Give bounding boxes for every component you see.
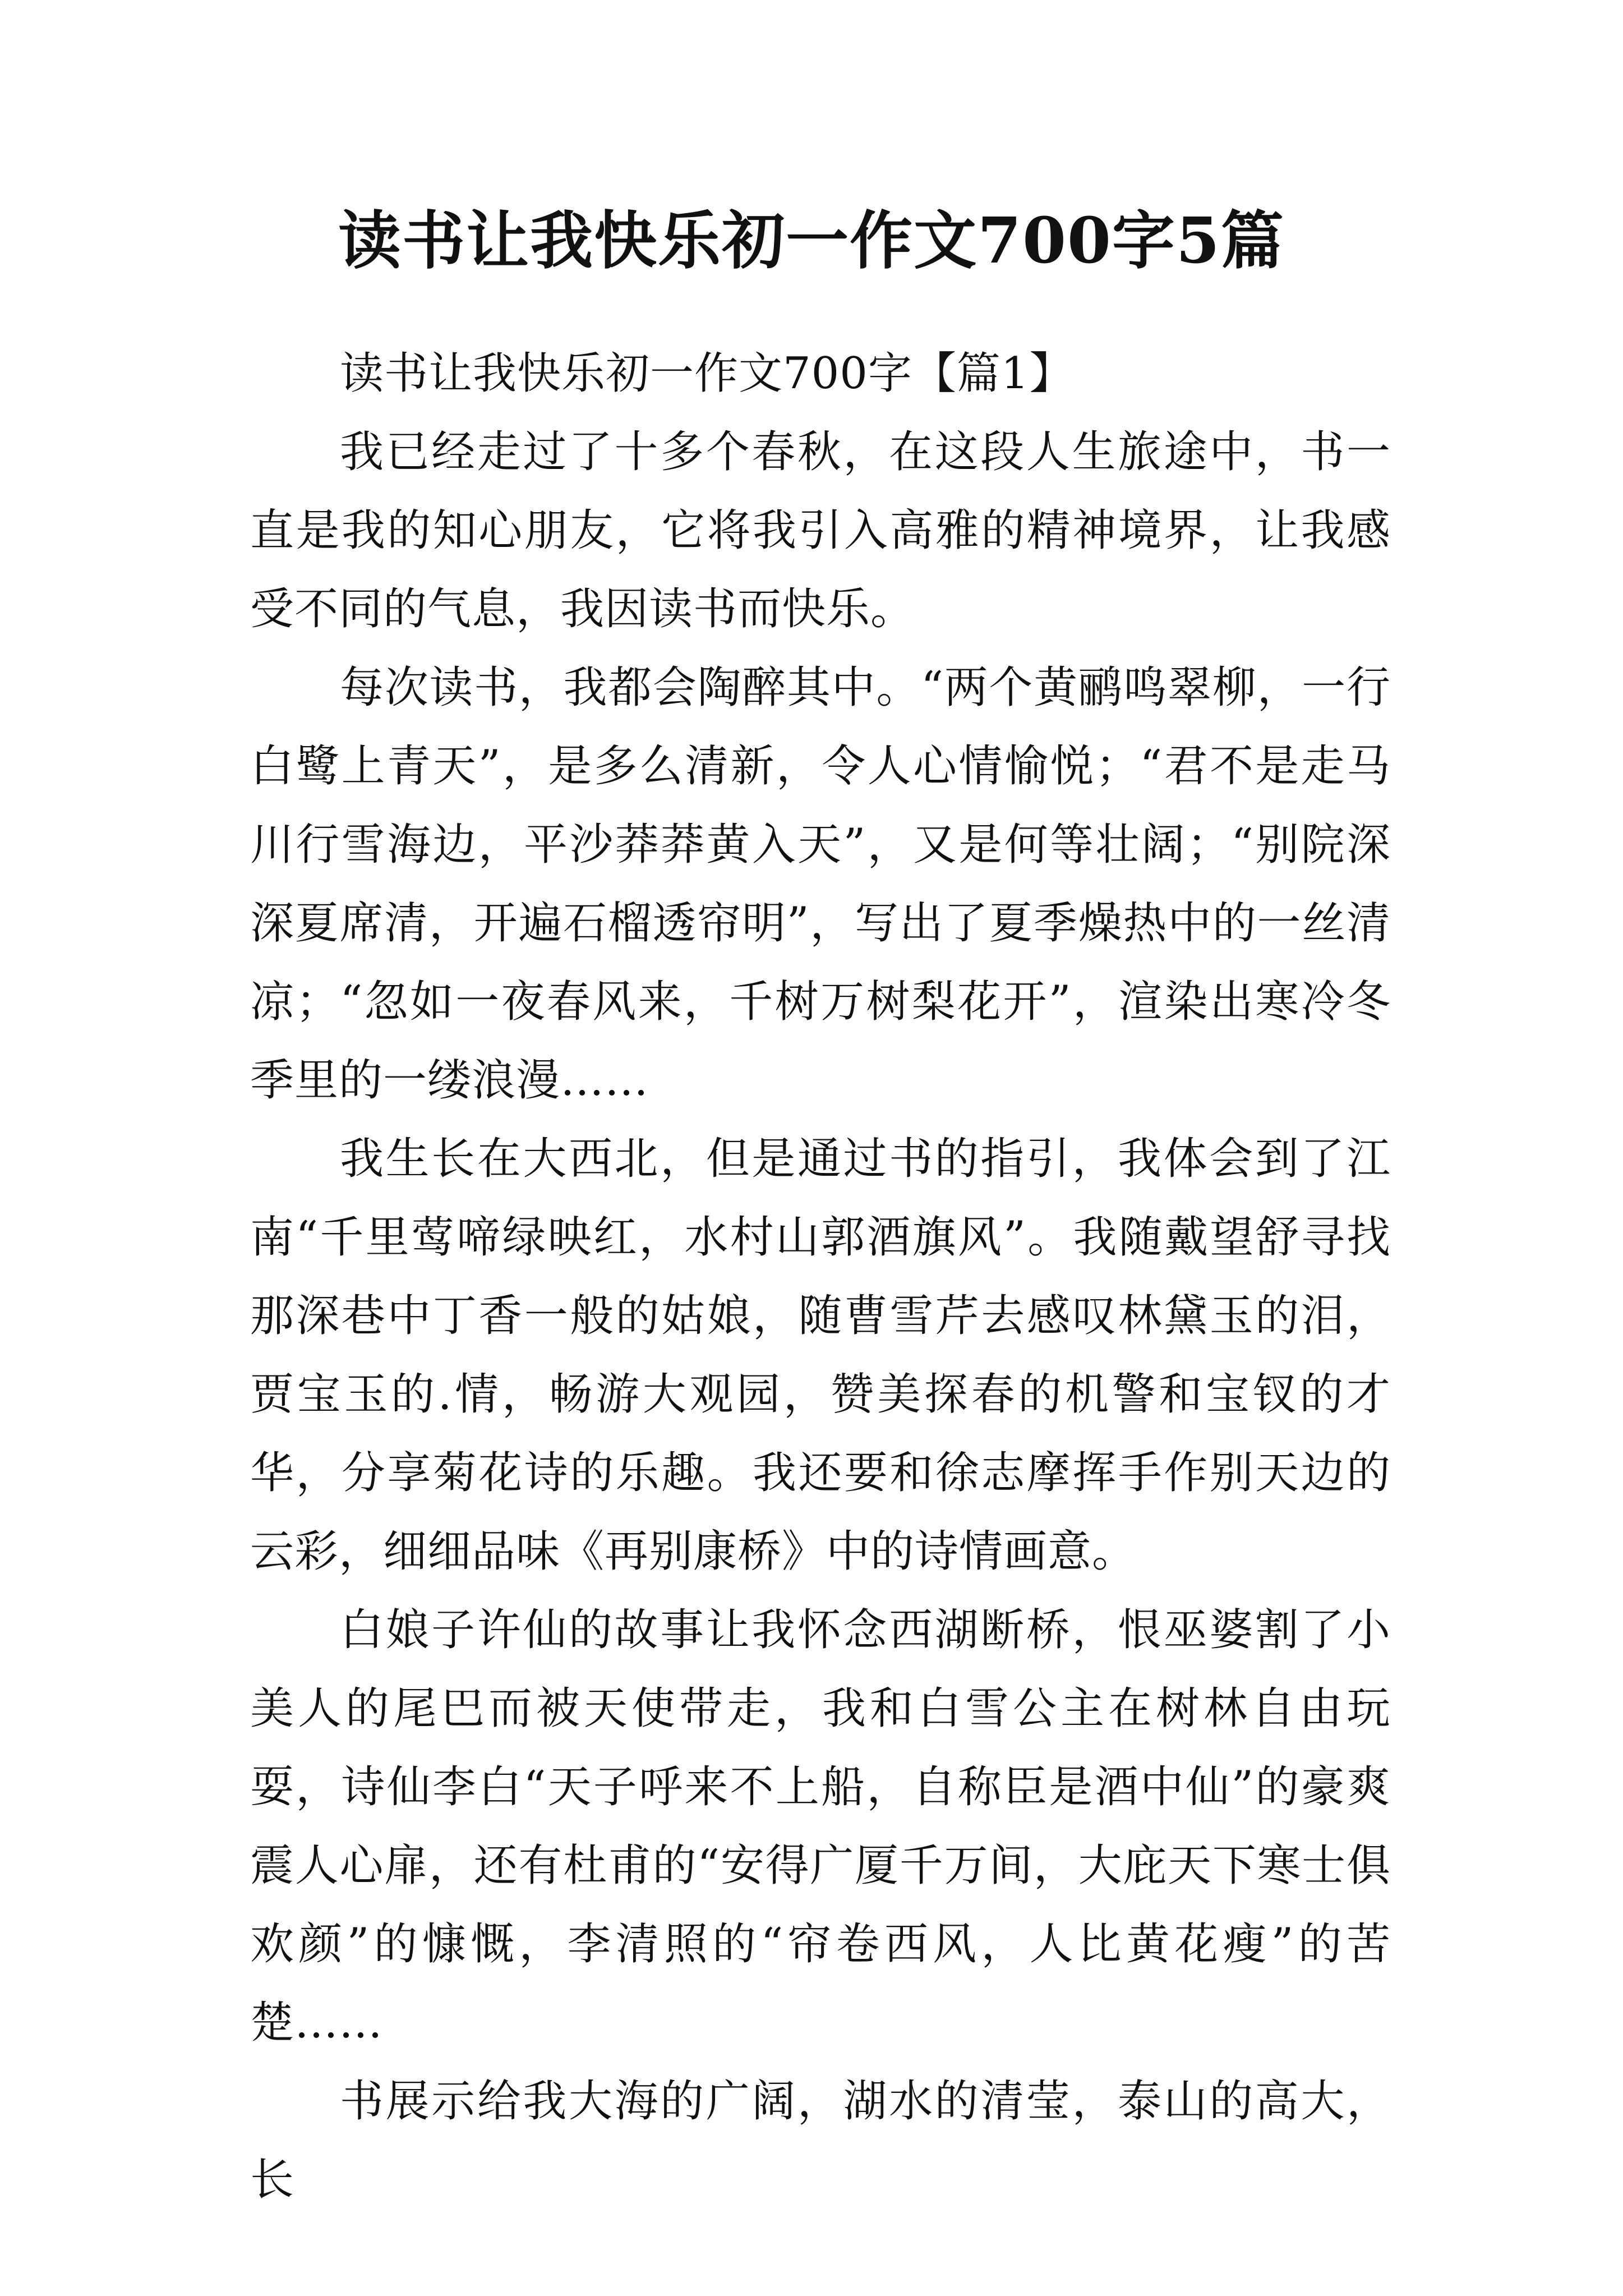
section-heading: 读书让我快乐初一作文700字【篇1】 [340, 348, 1074, 399]
document-body [250, 334, 1391, 2219]
paragraph-2: 每次读书，我都会陶醉其中。“两个黄鹂鸣翠柳，一行白鹭上青天”，是多么清新，令人心情愉悦；“君不是走马川行雪海边，平沙莽莽黄入天”，又是何等壮阔；“别院深深夏席清，开遍石榴透帘明”，写出了夏季燥热中的一丝清凉；“忽如一夜春风来，千树万树梨花开”，渲染出寒冷冬季里的一缕浪漫…… [250, 662, 1391, 1106]
paragraph-1: 我已经走过了十多个春秋，在这段人生旅途中，书一直是我的知心朋友，它将我引入高雅的精神境界，让我感受不同的气息，我因读书而快乐。 [250, 427, 1391, 634]
paragraph-4: 白娘子许仙的故事让我怀念西湖断桥，恨巫婆割了小美人的尾巴而被天使带走，我和白雪公主在树林自由玩耍，诗仙李白“天子呼来不上船，自称臣是酒中仙”的豪爽震人心扉，还有杜甫的“安得广厦千万间，大庇天下寒士俱欢颜”的慷慨，李清照的“帘卷西风，人比黄花瘦”的苦楚…… [250, 1605, 1391, 2048]
paragraph-3: 我生长在大西北，但是通过书的指引，我体会到了江南“千里莺啼绿映红，水村山郭酒旗风”。我随戴望舒寻找那深巷中丁香一般的姑娘，随曹雪芹去感叹林黛玉的泪，贾宝玉的.情，畅游大观园，赞美探春的机警和宝钗的才华，分享菊花诗的乐趣。我还要和徐志摩挥手作别天边的云彩，细细品味《再别康桥》中的诗情画意。 [250, 1134, 1391, 1577]
document-title: 读书让我快乐初一作文700字5篇 [338, 204, 1285, 278]
paragraph-5: 书展示给我大海的广阔，湖水的清莹，泰山的高大，长 [250, 2076, 1391, 2205]
